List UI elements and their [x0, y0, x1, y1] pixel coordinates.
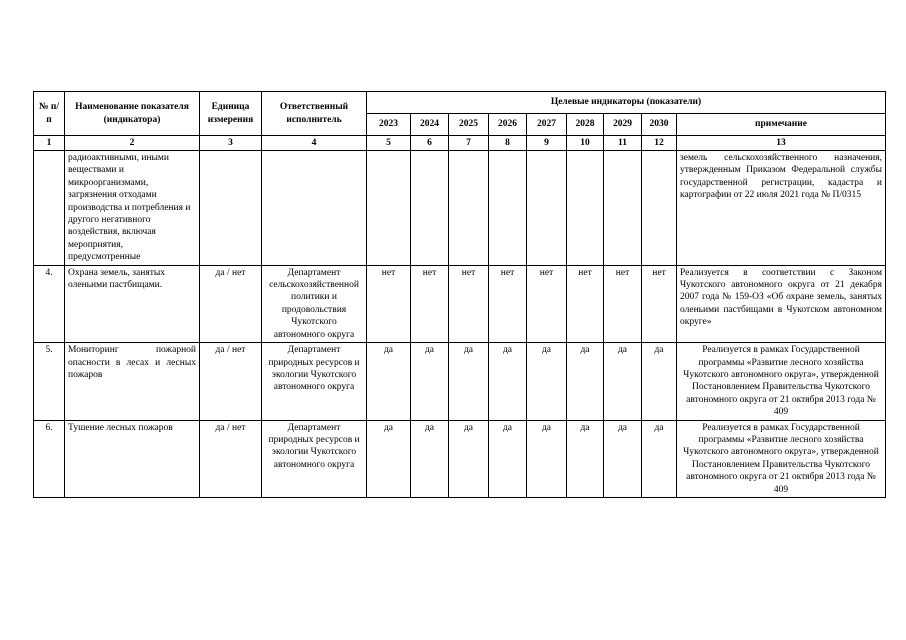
- row-value: [489, 151, 527, 266]
- row-num: 4.: [34, 265, 65, 342]
- row-note: Реализуется в рамках Государственной программы «Развитие лесного хозяйства Чукотского автономного округа», утвержденной Постановлением Правительства Чукотского автономного округа от 21 октября 2013 года № 409: [677, 343, 886, 420]
- row-value: да: [489, 420, 527, 497]
- row-value: нет: [489, 265, 527, 342]
- row-name: радиоактивными, иными веществами и микроорганизмами, загрязнения отходами производства и потребления и другого негативного воздействия, включая мероприятия, предусмотренные: [65, 151, 200, 266]
- row-responsible: Департамент сельскохозяйственной политики и продовольствия Чукотского автономного округа: [262, 265, 367, 342]
- row-value: да: [527, 420, 567, 497]
- column-number-row: [34, 136, 886, 151]
- row-name: Тушение лесных пожаров: [65, 420, 200, 497]
- row-value: нет: [411, 265, 449, 342]
- row-name: Мониторинг пожарной опасности в лесах и лесных пожаров: [65, 343, 200, 420]
- row-num: 5.: [34, 343, 65, 420]
- row-unit: да / нет: [200, 265, 262, 342]
- header-targets: Целевые индикаторы (показатели): [367, 92, 886, 114]
- header-note: примечание: [677, 114, 886, 136]
- header-num: № п/п: [34, 92, 65, 136]
- header-year: 2023: [367, 114, 411, 136]
- row-value: да: [367, 420, 411, 497]
- table-row: [34, 420, 886, 497]
- table-row: [34, 265, 886, 342]
- column-number: 10: [567, 136, 604, 151]
- row-value: да: [604, 420, 642, 497]
- header-year: 2024: [411, 114, 449, 136]
- column-number: 4: [262, 136, 367, 151]
- row-value: да: [604, 343, 642, 420]
- row-responsible: [262, 151, 367, 266]
- row-responsible: Департамент природных ресурсов и экологии Чукотского автономного округа: [262, 420, 367, 497]
- row-value: [567, 151, 604, 266]
- column-number: 12: [642, 136, 677, 151]
- column-number: 13: [677, 136, 886, 151]
- row-value: нет: [449, 265, 489, 342]
- row-name: Охрана земель, занятых оленьими пастбищами.: [65, 265, 200, 342]
- column-number: 7: [449, 136, 489, 151]
- row-value: да: [642, 420, 677, 497]
- header-row-1: [34, 92, 886, 114]
- table-row: [34, 151, 886, 266]
- row-value: да: [567, 420, 604, 497]
- row-value: нет: [642, 265, 677, 342]
- row-responsible: Департамент природных ресурсов и экологии Чукотского автономного округа: [262, 343, 367, 420]
- header-year: 2030: [642, 114, 677, 136]
- row-value: [449, 151, 489, 266]
- row-unit: да / нет: [200, 343, 262, 420]
- header-year: 2029: [604, 114, 642, 136]
- row-value: да: [367, 343, 411, 420]
- column-number: 8: [489, 136, 527, 151]
- header-year: 2027: [527, 114, 567, 136]
- table-row: [34, 343, 886, 420]
- row-value: да: [449, 420, 489, 497]
- row-value: [642, 151, 677, 266]
- row-value: да: [489, 343, 527, 420]
- row-value: да: [411, 420, 449, 497]
- header-unit: Единица измерения: [200, 92, 262, 136]
- row-value: нет: [567, 265, 604, 342]
- column-number: 2: [65, 136, 200, 151]
- row-num: 6.: [34, 420, 65, 497]
- column-number: 1: [34, 136, 65, 151]
- header-year: 2028: [567, 114, 604, 136]
- row-value: нет: [604, 265, 642, 342]
- row-num: [34, 151, 65, 266]
- row-value: [411, 151, 449, 266]
- indicators-table: [33, 91, 886, 498]
- row-value: [527, 151, 567, 266]
- row-value: нет: [527, 265, 567, 342]
- row-note: земель сельскохозяйственного назначения, утвержденным Приказом Федеральной службы государственной регистрации, кадастра и картографии от 22 июля 2021 года № П/0315: [677, 151, 886, 266]
- row-value: да: [527, 343, 567, 420]
- column-number: 11: [604, 136, 642, 151]
- row-value: [367, 151, 411, 266]
- row-unit: да / нет: [200, 420, 262, 497]
- header-responsible: Ответственный исполнитель: [262, 92, 367, 136]
- row-value: нет: [367, 265, 411, 342]
- column-number: 9: [527, 136, 567, 151]
- column-number: 3: [200, 136, 262, 151]
- header-name: Наименование показателя (индикатора): [65, 92, 200, 136]
- row-value: да: [449, 343, 489, 420]
- row-value: да: [642, 343, 677, 420]
- row-note: Реализуется в рамках Государственной программы «Развитие лесного хозяйства Чукотского автономного округа», утвержденной Постановлением Правительства Чукотского автономного округа от 21 октября 2013 года № 409: [677, 420, 886, 497]
- row-value: [604, 151, 642, 266]
- column-number: 6: [411, 136, 449, 151]
- column-number: 5: [367, 136, 411, 151]
- row-value: да: [411, 343, 449, 420]
- row-unit: [200, 151, 262, 266]
- header-year: 2026: [489, 114, 527, 136]
- row-value: да: [567, 343, 604, 420]
- header-year: 2025: [449, 114, 489, 136]
- row-note: Реализуется в соответствии с Законом Чукотского автономного округа от 21 декабря 2007 года № 159-ОЗ «Об охране земель, занятых оленьими пастбищами в Чукотском автономном округе»: [677, 265, 886, 342]
